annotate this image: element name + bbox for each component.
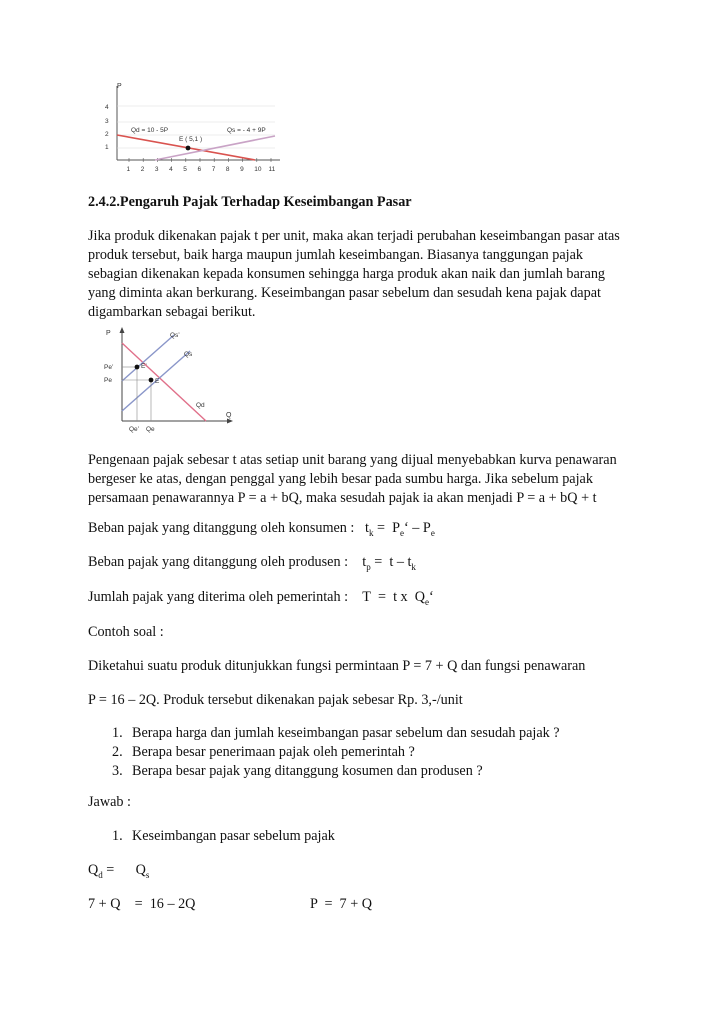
beban-produsen-text: Beban pajak yang ditanggung oleh produsen : [88, 554, 349, 570]
pe-label: Pe [104, 377, 112, 384]
y-tick: 1 [105, 144, 109, 151]
list-item: 3. Berapa besar pajak yang ditanggung kosumen dan produsen ? [112, 763, 483, 779]
qs-label: Qs = - 4 + 9P [227, 127, 266, 134]
qs-prime-label: Qs’ [170, 332, 180, 339]
formula-tk: $t_k$ = $P_e‘ - P_e$ [357, 520, 435, 538]
contoh-soal: Contoh soal : [88, 624, 164, 640]
text-line: persamaan penawarannya P = a + bQ, maka sesudah pajak ia akan menjadi P = a + bQ + t [88, 490, 597, 506]
list-item: 1. Berapa harga dan jumlah keseimbangan pasar sebelum dan sesudah pajak ? [112, 725, 560, 741]
beban-produsen-line [88, 553, 648, 577]
equation-right: P = 7 + Q [310, 896, 372, 912]
beban-konsumen-line [88, 519, 648, 543]
axis-p-label: P [117, 83, 122, 90]
text-line: Pengenaan pajak sebesar t atas setiap unit barang yang dijual menyebabkan kurva penawaran [88, 452, 617, 468]
x-tick-label: 2 [140, 166, 145, 173]
equilibrium-e-prime [135, 365, 140, 370]
axis-p-label: P [106, 330, 111, 337]
equilibrium-point [186, 146, 191, 151]
x-tick-label: 7 [211, 166, 216, 173]
y-tick: 3 [105, 118, 109, 125]
tax-equilibrium-chart [96, 325, 236, 437]
e-label: E [155, 378, 160, 385]
supply-line-after-tax [122, 335, 174, 381]
fungsi-penawaran-line: P = 16 – 2Q. Produk tersebut dikenakan pajak sebesar Rp. 3,-/unit [88, 692, 463, 708]
x-tick-label: 6 [197, 166, 202, 173]
qd-label: Qd [196, 402, 205, 409]
e-label: E ( 5,1 ) [179, 136, 203, 143]
paragraph-2 [88, 451, 648, 508]
y-tick: 2 [105, 131, 109, 138]
text-line: produk tersebut, baik harga maupun jumlah keseimbangan. Biasanya tanggungan pajak [88, 247, 583, 263]
x-tick-label: 4 [169, 166, 173, 173]
text-line: yang diminta akan berkurang. Keseimbangan pasar sebelum dan sesudah kena pajak dapat [88, 285, 601, 301]
qd-label: Qd = 10 - 5P [131, 127, 169, 134]
x-tick-label: 9 [240, 166, 244, 173]
x-tick-label: 3 [154, 166, 159, 173]
axis-q-label: Q [226, 412, 232, 419]
equation-left: 7 + Q = 16 – 2Q [88, 896, 196, 912]
section-heading: 2.4.2.Pengaruh Pajak Terhadap Keseimbangan Pasar [88, 194, 412, 210]
demand-line [122, 343, 206, 421]
diketahui-line: Diketahui suatu produk ditunjukkan fungsi permintaan P = 7 + Q dan fungsi penawaran [88, 658, 586, 674]
formula-t: T = t x $Q_e‘$ [351, 589, 434, 607]
x-tick-label: 5 [183, 166, 187, 173]
text-line: sebagian dikenakan kepada konsumen sehingga harga produk akan naik dan jumlah barang [88, 266, 606, 282]
jumlah-pajak-text: Jumlah pajak yang diterima oleh pemerintah : [88, 589, 349, 605]
jawab-label: Jawab : [88, 794, 131, 810]
pe-prime-label: Pe’ [104, 364, 114, 371]
x-tick-label: 8 [225, 166, 230, 173]
x-tick-label: 11 [268, 166, 276, 173]
qe-prime-label: Qe’ [129, 426, 140, 433]
list-item: 2. Berapa besar penerimaan pajak oleh pemerintah ? [112, 744, 415, 760]
qd-qs-line: $Q_d$ = $Q_s$ [88, 862, 150, 880]
answer-list [112, 827, 335, 846]
equilibrium-chart [95, 78, 285, 178]
x-tick-label: 1 [126, 166, 131, 173]
paragraph-1 [88, 227, 648, 322]
y-tick: 4 [105, 104, 109, 111]
jumlah-pajak-line [88, 588, 648, 612]
text-line: digambarkan sebagai berikut. [88, 304, 256, 320]
text-line: bergeser ke atas, dengan penggal yang lebih besar pada sumbu harga. Jika sebelum pajak [88, 471, 593, 487]
qs-label: Qs [184, 351, 193, 358]
text-line: Jika produk dikenakan pajak t per unit, maka akan terjadi perubahan keseimbangan pasar atas [88, 228, 620, 244]
equilibrium-e [149, 378, 154, 383]
formula-tp: $t_p = t - t_k$ [351, 554, 416, 572]
equation-line [88, 895, 648, 914]
e-prime-label: E’ [141, 363, 147, 370]
beban-konsumen-text: Beban pajak yang ditanggung oleh konsumen : [88, 520, 355, 536]
list-item: 1. Keseimbangan pasar sebelum pajak [112, 828, 335, 844]
x-tick-label: 10 [254, 166, 262, 173]
qe-label: Qe [146, 426, 155, 433]
question-list [112, 724, 560, 781]
